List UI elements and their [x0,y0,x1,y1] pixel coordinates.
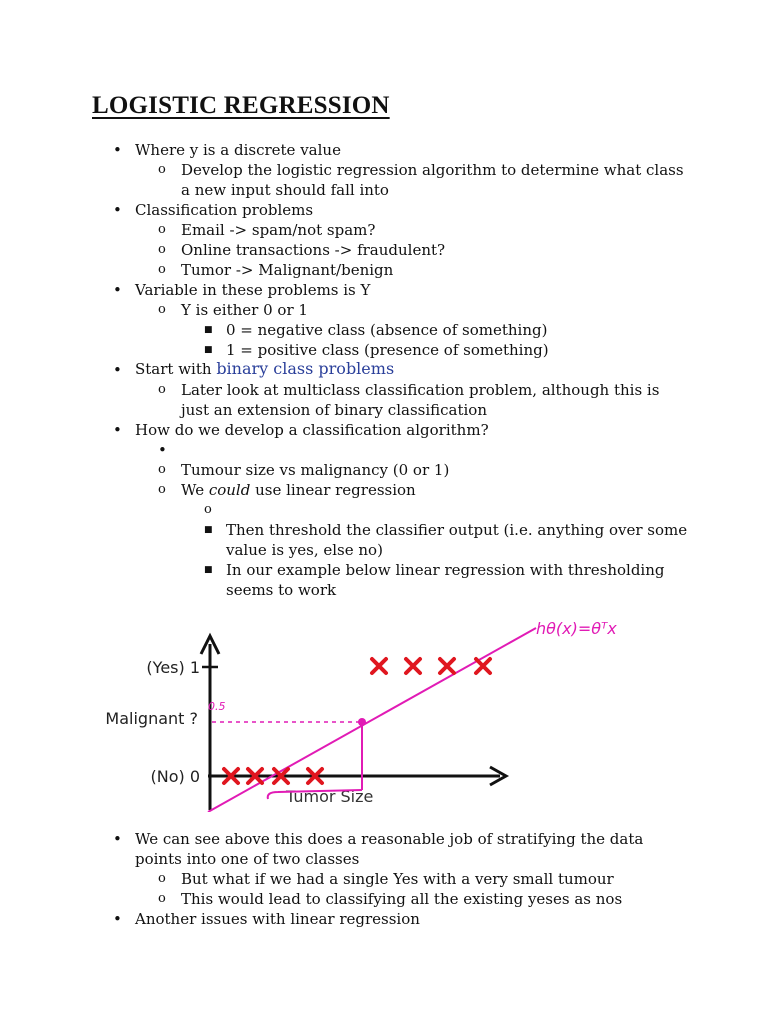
data-point-yes [476,659,490,673]
list-item-text: We [181,481,209,499]
list-item: Later look at multiclass classification problem, although this is [181,381,660,399]
list-item-continuation: just an extension of binary classification [181,401,487,419]
bullet-dot: • [113,281,122,299]
bullet-dot: • [113,201,122,219]
threshold-point [358,718,366,726]
bullet-circle: o [158,222,166,237]
list-item-continuation: seems to work [226,581,337,599]
y-bottom-label: (No) 0 [150,767,200,786]
yes-points [372,659,490,673]
list-item: In our example below linear regression with thresholding [226,561,665,579]
list-item: Variable in these problems is Y [135,281,371,299]
x-axis-label: Tumor Size [286,787,374,806]
bullet-square: ■ [204,525,213,535]
list-item: Develop the logistic regression algorithm to determine what class [181,161,684,179]
data-point-yes [372,659,386,673]
list-item-continuation: a new input should fall into [181,181,389,199]
regression-line [208,628,536,812]
list-item: Tumour size vs malignancy (0 or 1) [181,461,450,479]
y-top-label: (Yes) 1 [146,658,200,677]
page-title: LOGISTIC REGRESSION [92,92,390,119]
list-item [135,359,394,379]
bullet-dot: • [113,361,122,379]
list-item-text: use linear regression [250,481,416,499]
bullet-dot-empty-item: • [158,441,167,459]
bullet-circle-empty-item: o [204,502,212,517]
list-item: Email -> spam/not spam? [181,221,376,239]
list-item: Then threshold the classifier output (i.e. anything over some [226,521,688,539]
bullet-dot: • [113,830,122,848]
data-point-yes [406,659,420,673]
list-item-continuation: value is yes, else no) [226,541,383,559]
bullet-circle: o [158,871,166,886]
list-item: Where y is a discrete value [135,141,341,159]
list-item: How do we develop a classification algorithm? [135,421,489,439]
list-item-continuation: points into one of two classes [135,850,360,868]
bullet-dot: • [113,141,122,159]
list-item: This would lead to classifying all the existing yeses as nos [181,890,623,908]
bullet-circle: o [158,482,166,497]
threshold-label: 0.5 [208,700,226,713]
list-item: We can see above this does a reasonable job of stratifying the data [135,830,644,848]
linear-regression-figure [88,612,668,812]
data-point-yes [440,659,454,673]
bullet-circle: o [158,302,166,317]
list-item: 0 = negative class (absence of something) [226,321,548,339]
bullet-circle: o [158,891,166,906]
bullet-square: ■ [204,565,213,575]
list-item: Y is either 0 or 1 [181,301,308,319]
list-item: Another issues with linear regression [135,910,420,928]
bullet-circle: o [158,262,166,277]
emphasis-text: could [208,481,251,499]
highlighted-term: binary class problems [216,359,395,378]
list-item [181,480,416,500]
bullet-square: ■ [204,325,213,335]
list-item-text: Start with [135,360,217,378]
list-item: 1 = positive class (presence of something) [226,341,549,359]
list-item: Tumor -> Malignant/benign [181,261,394,279]
bullet-dot: • [113,421,122,439]
bullet-circle: o [158,382,166,397]
list-item: But what if we had a single Yes with a very small tumour [181,870,614,888]
bullet-circle: o [158,242,166,257]
bullet-square: ■ [204,345,213,355]
hypothesis-label: hθ(x)=θᵀx [536,619,617,638]
bullet-circle: o [158,162,166,177]
y-axis-label: Malignant ? [105,709,198,728]
bullet-circle: o [158,462,166,477]
list-item: Classification problems [135,201,314,219]
list-item: Online transactions -> fraudulent? [181,241,446,259]
bullet-dot: • [113,910,122,928]
